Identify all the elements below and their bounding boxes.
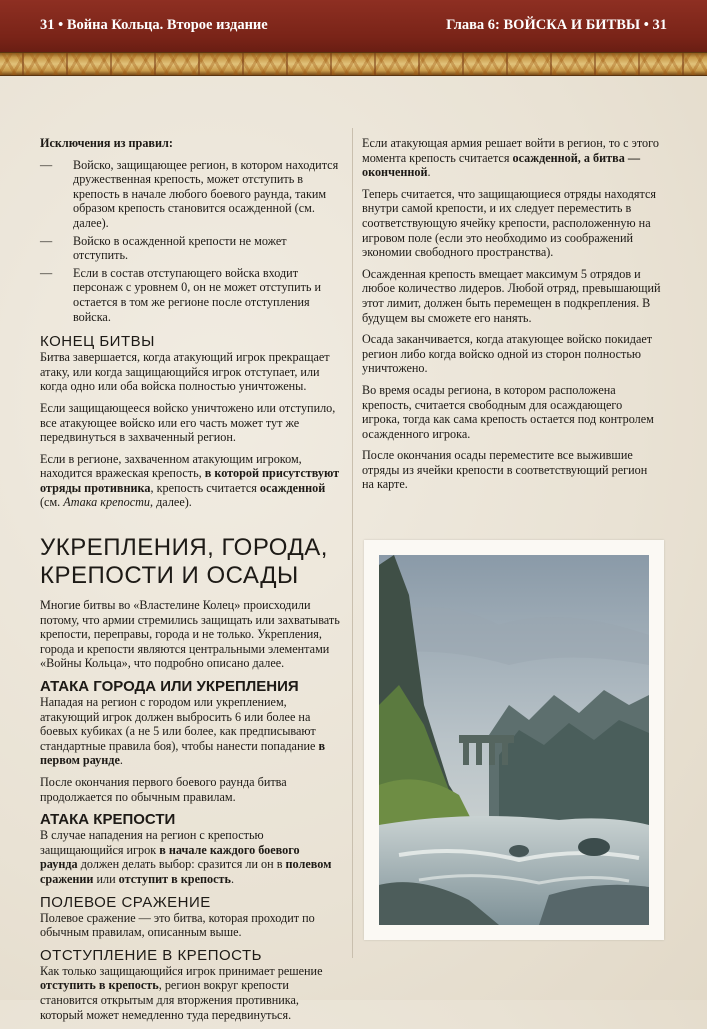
decorative-border-band	[0, 52, 707, 76]
end-battle-heading: КОНЕЦ БИТВЫ	[40, 333, 155, 351]
siege-paragraph: Осада заканчивается, когда атакующее войско покидает регион либо когда войско одной из сторон полностью уничтожено.	[362, 332, 653, 376]
siege-paragraph: Осажденная крепость вмещает максимум 5 отрядов и любое количество лидеров. Любой отряд, превышающий этот лимит, должен быть перемещен в подкрепления. В будущем вы сможете его нанять.	[362, 266, 661, 325]
city-attack-heading: АТАКА ГОРОДА ИЛИ УКРЕПЛЕНИЯ	[40, 678, 299, 696]
end-battle-paragraph: Битва завершается, когда атакующий игрок прекращает атаку, или когда защищающийся игрок отступает, или когда одно или оба войска полностью уничтожены.	[40, 350, 330, 394]
field-battle-heading: ПОЛЕВОЕ СРАЖЕНИЕ	[40, 893, 211, 911]
bullet-dash: —	[40, 265, 53, 280]
header-right-title: Глава 6: ВОЙСКА И БИТВЫ • 31	[446, 17, 667, 33]
stronghold-attack-heading: АТАКА КРЕПОСТИ	[40, 811, 176, 829]
retreat-paragraph: Как только защищающийся игрок принимает решение отступить в крепость, регион вокруг крепости становится открытым для вторжения противника, который может немедленно туда передвинуться.	[40, 963, 323, 1022]
river-fortress-illustration	[379, 555, 649, 925]
end-battle-paragraph: Если защищающееся войско уничтожено или отступило, все атакующее войско или его часть может тут же передвинуться в захваченный регион.	[40, 400, 336, 445]
field-battle-paragraph: Полевое сражение — это битва, которая проходит по обычным правилам, описанным выше.	[40, 910, 315, 940]
fortifications-paragraph: Многие битвы во «Властелине Колец» происходили потому, что армии стремились защищать или захватывать крепости, переправы, города и не только. Укрепления, города и крепости являются центральными элементами «Войны Кольца», что подробно описано далее.	[40, 598, 340, 671]
exception-item	[40, 158, 340, 231]
page-header	[0, 0, 707, 52]
exception-text: Войско в осажденной крепости не может отступить.	[73, 233, 287, 263]
right-column	[362, 136, 662, 499]
exception-text: Если в состав отступающего войска входит персонаж с уровнем 0, он не может отступить и остается в том же регионе после отступления войска.	[73, 265, 322, 324]
exception-text: Войско, защищающее регион, в котором находится дружественная крепость, может отступить в крепость в начале любого боевого раунда, таким образом крепость становится осажденной (см. далее).	[73, 157, 339, 230]
exceptions-title: Исключения из правил:	[40, 136, 173, 150]
retreat-heading: ОТСТУПЛЕНИЕ В КРЕПОСТЬ	[40, 946, 262, 964]
fortifications-heading: УКРЕПЛЕНИЯ, ГОРОДА, КРЕПОСТИ И ОСАДЫ	[40, 534, 328, 590]
siege-paragraph: Во время осады региона, в котором расположена крепость, считается свободным для осаждающего игрока, тогда как сама крепость остается под контролем осажденного игрока.	[362, 382, 654, 441]
header-left-title: 31 • Война Кольца. Второе издание	[40, 17, 268, 33]
city-attack-paragraph: Нападая на регион с городом или укреплением, атакующий игрок должен выбросить 6 или более на боевых кубиках (а не 5 или более, как предписывают стандартные правила боя), чтобы нанести попадание в первом раунде.	[40, 695, 326, 768]
exception-item	[40, 266, 340, 324]
exception-item	[40, 234, 340, 263]
column-divider	[352, 128, 353, 958]
stronghold-attack-paragraph: В случае нападения на регион с крепостью защищающийся игрок в начале каждого боевого раунда должен делать выбор: сразится ли он в полевом сражении или отступит в крепость.	[40, 828, 332, 886]
siege-paragraph: Если атакующая армия решает войти в регион, то с этого момента крепость считается осажденной, а битва — оконченной.	[362, 136, 659, 180]
end-battle-paragraph: Если в регионе, захваченном атакующим игроком, находится вражеская крепость, в которой присутствуют отряды противника, крепость считается осажденной (см. Атака крепости, далее).	[40, 451, 340, 510]
siege-paragraph: Теперь считается, что защищающиеся отряды находятся внутри самой крепости, и их следует переместить в соответствующую ячейку крепости, расположенную на игровом поле (если это необходимо из соображений экономии свободного пространства).	[362, 186, 657, 260]
siege-paragraph: После окончания осады переместите все выжившие отряды из ячейки крепости в соответствующий регион на карте.	[362, 448, 648, 492]
bullet-dash: —	[40, 233, 53, 248]
city-attack-paragraph: После окончания первого боевого раунда битва продолжается по обычным правилам.	[40, 775, 287, 804]
left-column	[40, 136, 340, 1029]
bullet-dash: —	[40, 157, 53, 172]
illustration-frame	[364, 540, 664, 940]
